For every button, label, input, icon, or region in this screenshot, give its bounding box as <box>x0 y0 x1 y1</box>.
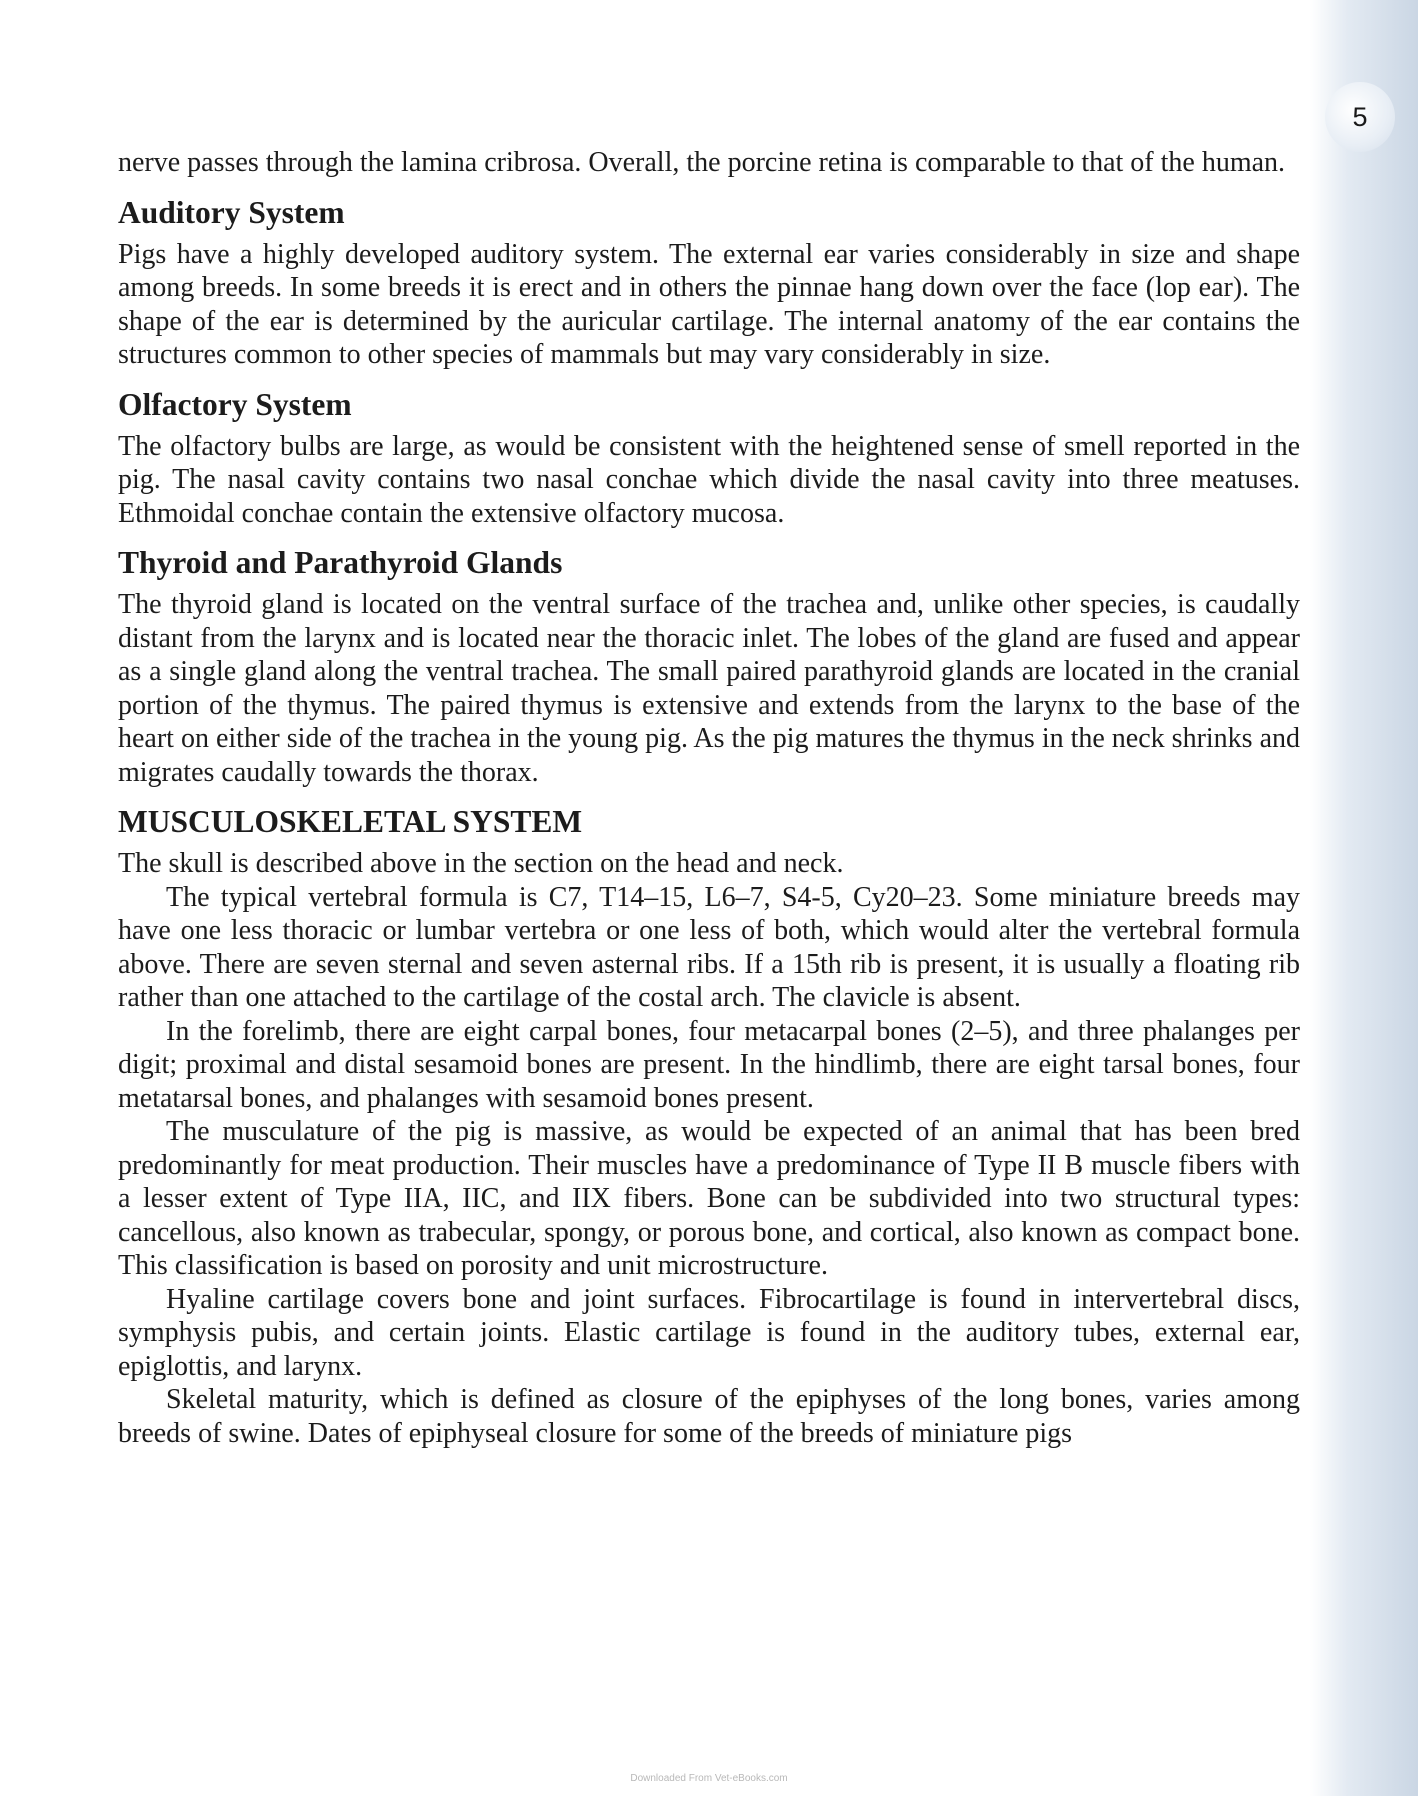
page-number: 5 <box>1352 101 1368 132</box>
olfactory-heading: Olfactory System <box>118 386 352 422</box>
musculoskeletal-paragraph-2: The typical vertebral formula is C7, T14–15, L6–7, S4-5, Cy20–23. Some miniature breeds may have one less thoracic or lumbar vertebra or one less of both, which would alter the vertebral formula above. There are seven sternal and seven asternal ribs. If a 15th rib is present, it is usually a floating rib rather than one attached to the cartilage of the costal arch. The clavicle is absent. <box>118 881 1300 1013</box>
musculoskeletal-paragraph-3: In the forelimb, there are eight carpal bones, four metacarpal bones (2–5), and three phalanges per digit; proximal and distal sesamoid bones are present. In the hindlimb, there are eight tarsal bones, four metatarsal bones, and phalanges with sesamoid bones present. <box>118 1015 1300 1114</box>
musculoskeletal-paragraph-6: Skeletal maturity, which is defined as closure of the epiphyses of the long bones, varies among breeds of swine. Dates of epiphyseal closure for some of the breeds of miniature pigs <box>118 1384 1300 1449</box>
intro-paragraph: nerve passes through the lamina cribrosa. Overall, the porcine retina is comparable to that of the human. <box>118 147 1286 178</box>
auditory-paragraph: Pigs have a highly developed auditory system. The external ear varies considerably in size and shape among breeds. In some breeds it is erect and in others the pinnae hang down over the face (lop ear). The shape of the ear is determined by the auricular cartilage. The internal anatomy of the ear contains the structures common to other species of mammals but may vary considerably in size. <box>118 238 1300 370</box>
page-content <box>118 146 1300 1450</box>
thyroid-paragraph: The thyroid gland is located on the ventral surface of the trachea and, unlike other species, is caudally distant from the larynx and is located near the thoracic inlet. The lobes of the gland are fused and appear as a single gland along the ventral trachea. The small paired parathyroid glands are located in the cranial portion of the thymus. The paired thymus is extensive and extends from the larynx to the base of the heart on either side of the trachea in the young pig. As the pig matures the thymus in the neck shrinks and migrates caudally towards the thorax. <box>118 589 1300 788</box>
thyroid-heading: Thyroid and Parathyroid Glands <box>118 545 563 580</box>
side-margin-band <box>1310 0 1418 1796</box>
auditory-heading: Auditory System <box>118 194 345 230</box>
musculoskeletal-paragraph-1: The skull is described above in the section on the head and neck. <box>118 848 844 879</box>
page-number-badge <box>1325 82 1395 152</box>
musculoskeletal-paragraph-5: Hyaline cartilage covers bone and joint surfaces. Fibrocartilage is found in intervertebral discs, symphysis pubis, and certain joints. Elastic cartilage is found in the auditory tubes, external ear, epiglottis, and larynx. <box>118 1283 1300 1382</box>
olfactory-paragraph: The olfactory bulbs are large, as would be consistent with the heightened sense of smell reported in the pig. The nasal cavity contains two nasal conchae which divide the nasal cavity into three meatuses. Ethmoidal conchae contain the extensive olfactory mucosa. <box>118 430 1300 529</box>
musculoskeletal-paragraph-4: The musculature of the pig is massive, as would be expected of an animal that has been bred predominantly for meat production. Their muscles have a predominance of Type II B muscle fibers with a lesser extent of Type IIA, IIC, and IIX fibers. Bone can be subdivided into two structural types: cancellous, also known as trabecular, spongy, or porous bone, and cortical, also known as compact bone. This classification is based on porosity and unit microstructure. <box>118 1116 1300 1281</box>
musculoskeletal-heading: MUSCULOSKELETAL SYSTEM <box>118 804 583 839</box>
download-watermark: Downloaded From Vet-eBooks.com <box>630 1773 788 1784</box>
